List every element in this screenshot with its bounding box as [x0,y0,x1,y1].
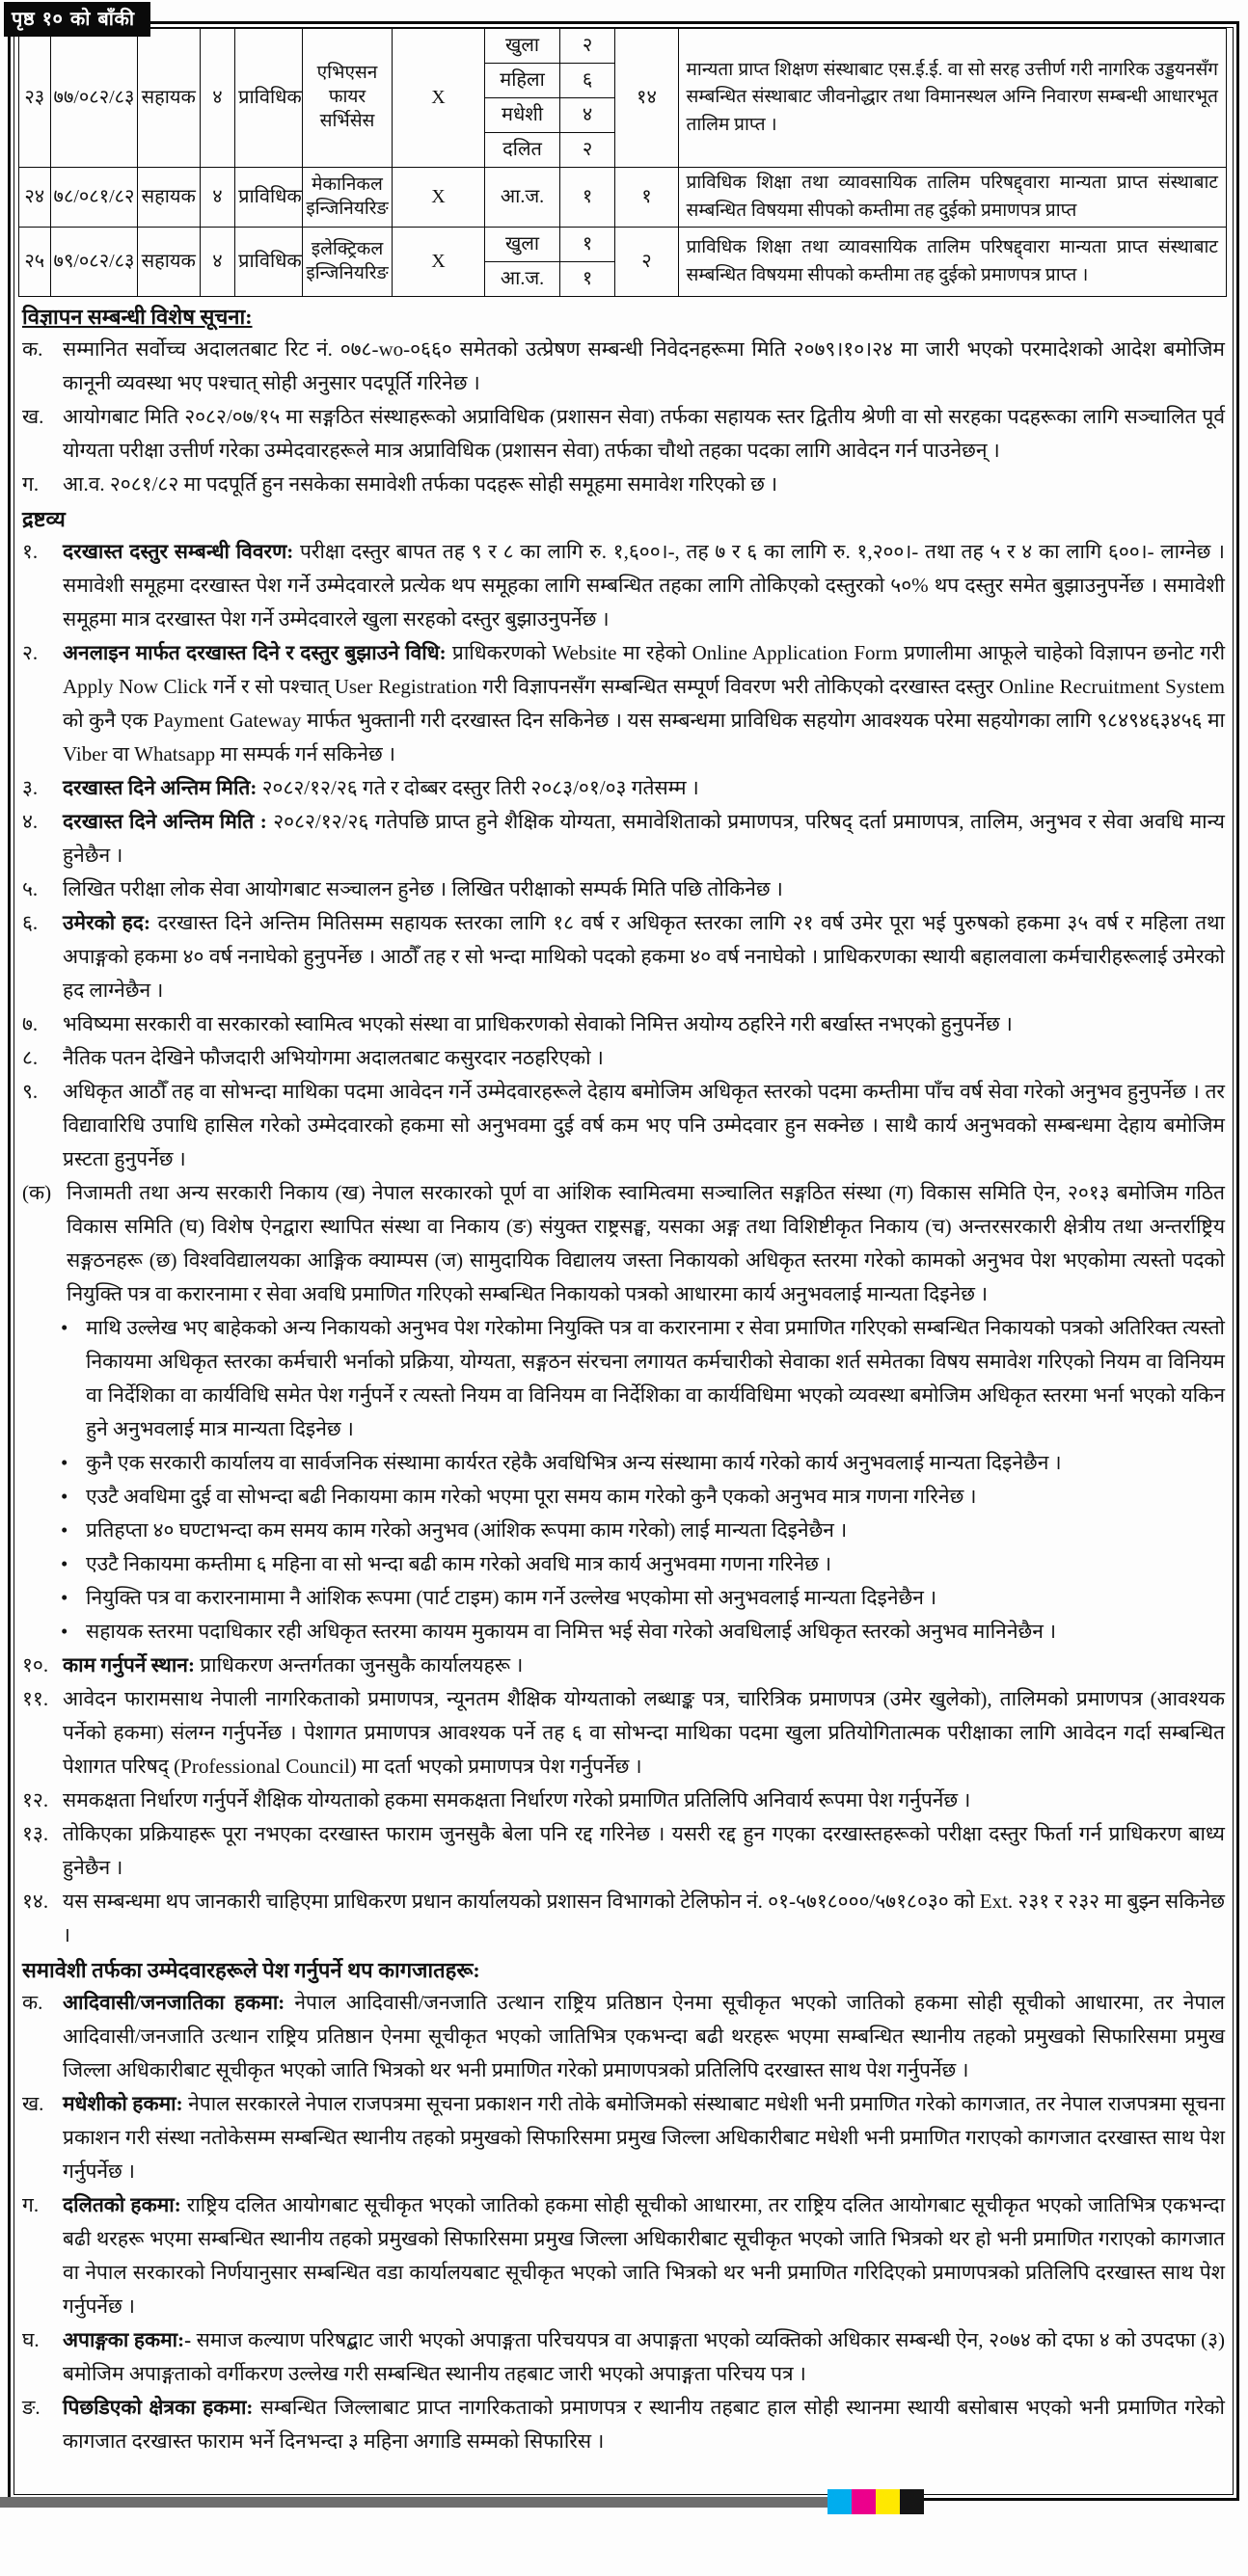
special-notice-heading: विज्ञापन सम्बन्धी विशेष सूचना: [22,305,253,329]
serial-number: २५ [19,228,51,297]
item-label: १२. [22,1788,49,1811]
item-label: ख. [22,2092,44,2115]
inclusive-doc-item [22,2087,1225,2188]
qualification-remarks: प्राविधिक शिक्षा तथा व्यावसायिक तालिम परिषद्द्वारा मान्यता प्राप्त संस्थाबाट सम्बन्धित विषयमा सीपको कम्तीमा तह दुईको प्रमाणपत्र प्राप्त । [678,228,1227,297]
note-item [22,1784,1225,1817]
qualification-remarks: मान्यता प्राप्त शिक्षण संस्थाबाट एस.ई.ई. वा सो सरह उत्तीर्ण गरी नागरिक उड्डयनसँग सम्बन्धित संस्थाबाट जीवनोद्धार तथा विमानस्थल अग्नि निवारण सम्बन्धी आधारभूत तालिम प्राप्त । [678,29,1227,168]
post-name: सहायक [137,168,200,228]
item-text: अपाङ्गका हकमा:- समाज कल्याण परिषद्बाट जारी भएको अपाङ्गता परिचयपत्र वा अपाङ्गता भएको व्यक्तिको अधिकार सम्बन्धी ऐन, २०७४ को दफा ४ को उपदफा (३) बमोजिम अपाङ्गताको वर्गीकरण उल्लेख गरी सम्बन्धित स्थानीय तहबाट जारी भएको अपाङ्गता परिचय पत्र । [63,2328,1225,2385]
inclusive-doc-item [22,2188,1225,2323]
item-text: दलितको हकमा: राष्ट्रिय दलित आयोगबाट सूचीकृत भएको जातिको हकमा सोही सूचीको आधारमा, तर राष्ट्रिय दलित आयोगबाट सूचीकृत भएको जातिभित्र एकभन्दा बढी थरहरू भएमा सम्बन्धित स्थानीय तहको प्रमुखको सिफारिसमा प्रमुख जिल्ला अधिकारीबाट सूचीकृत भएको जाति भित्रको थर हो भनी प्रमाणित गराएको कागजात वा नेपाल सरकारको निर्णयानुसार सम्बन्धित वडा कार्यालयबाट सूचीकृत भएको जाति भित्रको थर भनी प्रमाणित गरिदिएको प्रमाणपत्रको प्रतिलिपि दरखास्त साथ पेश गर्नुपर्नेछ । [63,2193,1226,2318]
category-count: ४ [559,98,615,133]
total-posts: २ [615,228,678,297]
note-item [22,872,1225,906]
category-label: खुला [485,228,560,262]
item-label: १. [22,540,39,563]
inclusive-docs-list [22,1986,1225,2458]
item-text: पिछडिएको क्षेत्रका हकमा: सम्बन्धित जिल्लाबाट प्राप्त नागरिकताको प्रमाणपत्र र स्थानीय तहबाट हाल सोही स्थानमा स्थायी बसोबास भएको भनी प्रमाणित गरेको कागजात दरखास्त फाराम भर्ने दिनभन्दा ३ महिना अगाडि सम्मको सिफारिस । [63,2396,1225,2453]
service: प्राविधिक [235,228,303,297]
item-text: दरखास्त दस्तुर सम्बन्धी विवरण: परीक्षा दस्तुर बापत तह ९ र ८ का लागि रु. १,६००।-, तह ७ र ६ का लागि रु. १,२००।- तथा तह ५ र ४ का लागि ६००।- लाग्नेछ । समावेशी समूहमा दरखास्त पेश गर्ने उम्मेदवारले प्रत्येक थप समूहका लागि सम्बन्धित तहका लागि तोकिएको दस्तुरको ५०% थप दस्तुर समेत बुझाउनुपर्नेछ । समावेशी समूहमा मात्र दरखास्त पेश गर्ने उम्मेदवारले खुला सरहको दस्तुर बुझाउनुपर्नेछ । [63,540,1225,631]
note-item [22,1041,1225,1075]
special-notice-item [22,333,1225,400]
group-subgroup: एभिएसन फायर सर्भिसेस [303,29,393,168]
item-label: ४. [22,810,39,833]
note-item [22,805,1225,872]
item-text: उमेरको हद: दरखास्त दिने अन्तिम मितिसम्म सहायक स्तरका लागि १८ वर्ष र अधिकृत स्तरका लागि २१ वर्ष उमेर पूरा भई पुरुषको हकमा ३५ वर्ष र महिला तथा अपाङ्गको हकमा ४० वर्ष ननाघेको हुनुपर्नेछ । आठौँ तह र सो भन्दा माथिको पदको हकमा ४० वर्ष ननाघेको । प्राधिकरणका स्थायी बहालवाला कर्मचारीहरूलाई उमेरको हद लाग्नेछैन । [63,911,1225,1002]
inclusive-doc-item [22,1986,1225,2087]
vacancy-table-row [19,29,1227,64]
item-label: क. [22,337,43,361]
note-item-bullet [22,1615,1225,1649]
yellow-print-swatch [876,2489,900,2514]
item-label: • [61,1552,68,1575]
item-text: अधिकृत आठौँ तह वा सोभन्दा माथिका पदमा आवेदन गर्ने उम्मेदवारहरूले देहाय बमोजिम अधिकृत स्तरको पदमा कम्तीमा पाँच वर्ष सेवा गरेको अनुभव हुनुपर्नेछ । तर विद्यावारिधि उपाधि हासिल गरेको उम्मेदवारको हकमा सो अनुभवमा दुई वर्ष कम भए पनि उम्मेदवार हुन सक्नेछ । साथै कार्य अनुभवको सम्बन्धमा देहाय बमोजिम प्रस्टता हुनुपर्नेछ । [63,1080,1225,1170]
category-label: खुला [485,29,560,64]
note-item [22,906,1225,1007]
note-item [22,1682,1225,1784]
item-label: • [61,1451,68,1474]
special-notice-item [22,400,1225,468]
item-text: एउटै अवधिमा दुई वा सोभन्दा बढी निकायमा काम गरेको भएमा पूरा समय काम गरेको कुनै एकको अनुभव मात्र गणना गरिनेछ । [86,1485,977,1508]
serial-number: २४ [19,168,51,228]
category-label: आ.ज. [485,262,560,297]
item-label: ११. [22,1687,49,1710]
note-item [22,1649,1225,1682]
item-text: आयोगबाट मिति २०८२/०७/१५ मा सङ्गठित संस्थाहरूको अप्राविधिक (प्रशासन सेवा) तर्फका सहायक स्तर द्वितीय श्रेणी वा सो सरहका पदहरूका लागि सञ्चालित पूर्व योग्यता परीक्षा उत्तीर्ण गरेका उम्मेदवारहरूले मात्र अप्राविधिक (प्रशासन सेवा) तर्फका चौथो तहका पदका लागि आवेदन गर्न पाउनेछन् । [63,405,1225,462]
note-item [22,1075,1225,1176]
note-item-bullet [22,1581,1225,1615]
service: प्राविधिक [235,168,303,228]
item-text: नियुक्ति पत्र वा करारनामामा नै आंशिक रूपमा (पार्ट टाइम) काम गर्ने उल्लेख भएकोमा सो अनुभवलाई मान्यता दिइनेछैन । [86,1586,937,1609]
category-count: १ [559,262,615,297]
inclusive-docs-heading: समावेशी तर्फका उम्मेदवारहरूले पेश गर्नुपर्ने थप कागजातहरू: [22,1958,480,1982]
category-count: १ [559,168,615,228]
category-label: महिला [485,64,560,98]
category-count: २ [559,29,615,64]
level: ४ [200,228,234,297]
page-continuation-tag: पृष्ठ १० को बाँकी [4,2,150,37]
magenta-print-swatch [852,2489,876,2514]
item-text: एउटै निकायमा कम्तीमा ६ महिना वा सो भन्दा बढी काम गरेको अवधि मात्र कार्य अनुभवमा गणना गरिनेछ । [86,1552,832,1575]
item-label: ङ. [22,2396,41,2419]
item-text: प्रतिहप्ता ४० घण्टाभन्दा कम समय काम गरेको अनुभव (आंशिक रूपमा काम गरेको) लाई मान्यता दिइनेछैन । [86,1518,848,1542]
print-registration-bar [0,2497,924,2508]
notes-heading: द्रष्टव्य [22,507,66,531]
item-text: कुनै एक सरकारी कार्यालय वा सार्वजनिक संस्थामा कार्यरत रहेकै अवधिभित्र अन्य संस्थामा कार्य गरेको कार्य अनुभवलाई मान्यता दिइनेछैन । [86,1451,1062,1474]
cyan-print-swatch [827,2489,852,2514]
item-text: आदिवासी/जनजातिका हकमा: नेपाल आदिवासी/जनजाति उत्थान राष्ट्रिय प्रतिष्ठान ऐनमा सूचीकृत भएको जातिको हकमा सोही सूचीको आधारमा, तर नेपाल आदिवासी/जनजाति उत्थान राष्ट्रिय प्रतिष्ठान ऐनमा सूचीकृत भएको जातिभित्र एकभन्दा बढी थरहरू भएमा सम्बन्धित स्थानीय तहको प्रमुखको सिफारिसमा प्रमुख जिल्ला अधिकारीबाट सूचीकृत भएको जाति भित्रको थर भनी प्रमाणित गरेको प्रमाणपत्रको प्रतिलिपि दरखास्त साथ पेश गर्नुपर्नेछ । [63,1991,1226,2081]
total-posts: १ [615,168,678,228]
note-item-subclause [22,1176,1225,1311]
post-name: सहायक [137,29,200,168]
item-text: माथि उल्लेख भए बाहेकको अन्य निकायको अनुभव पेश गरेकोमा नियुक्ति पत्र वा करारनामा र सेवा प्रमाणित गरिएको सम्बन्धित निकायको पत्रको अतिरिक्त त्यस्तो निकायमा अधिकृत स्तरका कर्मचारी भर्नाको प्रक्रिया, योग्यता, सङ्गठन संरचना लगायत कर्मचारीको सेवाका शर्त समेतका विषय समावेश गरिएको नियम वा विनियम वा निर्देशिका वा कार्यविधि समेत पेश गर्नुपर्ने र त्यस्तो नियम वा विनियम वा निर्देशिका वा कार्यविधिमा भएको व्यवस्था बमोजिम अधिकृत स्तरमा भर्ना भएको यकिन हुने अनुभवलाई मात्र मान्यता दिइनेछ । [86,1316,1225,1440]
item-text: तोकिएका प्रक्रियाहरू पूरा नभएका दरखास्त फाराम जुनसुकै बेला पनि रद्द गरिनेछ । यसरी रद्द हुन गएका दरखास्तहरूको परीक्षा दस्तुर फिर्ता गर्न प्राधिकरण बाध्य हुनेछैन । [63,1822,1225,1879]
advertisement-number: ७९/०८२/८३ [50,228,137,297]
item-text: आवेदन फारामसाथ नेपाली नागरिकताको प्रमाणपत्र, न्यूनतम शैक्षिक योग्यताको लब्धाङ्क पत्र, चारित्रिक प्रमाणपत्र (उमेर खुलेको), तालिमको प्रमाणपत्र (आवश्यक पर्नेको हकमा) संलग्न गर्नुपर्नेछ । पेशागत प्रमाणपत्र आवश्यक पर्ने तह ६ वा सोभन्दा माथिका पदमा खुला प्रतियोगितात्मक परीक्षाका लागि आवेदन गर्दा सम्बन्धित पेशागत परिषद् (Professional Council) मा दर्ता भएको प्रमाणपत्र पेश गर्नुपर्नेछ । [63,1687,1225,1778]
item-text: सम्मानित सर्वोच्च अदालतबाट रिट नं. ०७८-wo-०६६० समेतको उत्प्रेषण सम्बन्धी निवेदनहरूमा मिति २०७९।१०।२४ मा जारी भएको परमादेशको आदेश बमोजिम कानूनी व्यवस्था भए पश्चात् सोही अनुसार पदपूर्ति गरिनेछ । [63,337,1225,394]
exam-mark: X [392,228,484,297]
item-text: लिखित परीक्षा लोक सेवा आयोगबाट सञ्चालन हुनेछ । लिखित परीक्षाको सम्पर्क मिति पछि तोकिनेछ । [63,877,783,900]
item-label: २. [22,641,39,664]
vacancy-table-body [19,29,1227,297]
level: ४ [200,168,234,228]
item-label: क. [22,1991,43,2014]
item-label: १०. [22,1653,49,1677]
item-label: ५. [22,877,39,900]
vacancy-table-row [19,228,1227,262]
note-item [22,535,1225,636]
item-label: • [61,1485,68,1508]
item-text: सहायक स्तरमा पदाधिकार रही अधिकृत स्तरमा कायम मुकायम वा निमित्त भई सेवा गरेको अवधिलाई अधिकृत स्तरको अनुभव मानिनेछैन । [86,1620,1057,1643]
notice-sections [18,297,1227,2458]
item-text: अनलाइन मार्फत दरखास्त दिने र दस्तुर बुझाउने विधि: प्राधिकरणको Website मा रहेको Online Application Form प्रणालीमा आफूले चाहेको विज्ञापन छनोट गरी Apply Now Click गर्ने र सो पश्चात् User Registration गरी विज्ञापनसँग सम्बन्धित सम्पूर्ण विवरण भरी तोकिएको दरखास्त दस्तुर Online Recruitment System को कुनै एक Payment Gateway मार्फत भुक्तानी गरी दरखास्त दिन सकिनेछ । यस सम्बन्धमा प्राविधिक सहयोग आवश्यक परेमा सहयोगका लागि ९८४९४६३४५६ मा Viber वा Whatsapp मा सम्पर्क गर्न सकिनेछ । [63,641,1226,765]
notice-content [14,27,1234,2495]
item-text: दरखास्त दिने अन्तिम मिति: २०८२/१२/२६ गते र दोब्बर दस्तुर तिरी २०८३/०१/०३ गतेसम्म । [63,776,699,799]
note-item [22,1885,1225,1952]
item-text: नैतिक पतन देखिने फौजदारी अभियोगमा अदालतबाट कसुरदार नठहरिएको । [63,1046,604,1069]
item-label: ७. [22,1012,39,1035]
special-notice-item [22,468,1225,501]
exam-mark: X [392,29,484,168]
note-item-bullet [22,1547,1225,1581]
print-registration-bar-line [0,2497,924,2508]
item-text: दरखास्त दिने अन्तिम मिति : २०८२/१२/२६ गतेपछि प्राप्त हुने शैक्षिक योग्यता, समावेशिताको प्रमाणपत्र, परिषद् दर्ता प्रमाणपत्र, तालिम, अनुभव र सेवा अवधि मान्य हुनेछैन । [63,810,1225,867]
item-label: ९. [22,1080,39,1103]
notes-list [22,535,1225,1952]
inclusive-doc-item [22,2391,1225,2458]
item-label: • [61,1316,68,1339]
item-text: मधेशीको हकमा: नेपाल सरकारले नेपाल राजपत्रमा सूचना प्रकाशन गरी तोके बमोजिमको संस्थाबाट मधेशी भनी प्रमाणित गरेको कागजात, तर नेपाल राजपत्रमा सूचना प्रकाशन गरी संस्था नतोकेसम्म सम्बन्धित स्थानीय तहको प्रमुखको सिफारिसमा प्रमुख जिल्ला अधिकारीबाट मधेशी भनी प्रमाणित गराएको कागजात दरखास्त साथ पेश गर्नुपर्नेछ । [63,2092,1226,2183]
exam-mark: X [392,168,484,228]
note-item-bullet [22,1480,1225,1514]
note-item [22,636,1225,771]
item-label: ३. [22,776,39,799]
item-text: समकक्षता निर्धारण गर्नुपर्ने शैक्षिक योग्यताको हकमा समकक्षता निर्धारण गरेको प्रमाणित प्रतिलिपि अनिवार्य रूपमा पेश गर्नुपर्नेछ । [63,1788,971,1811]
note-item [22,1817,1225,1885]
serial-number: २३ [19,29,51,168]
group-subgroup: मेकानिकल इन्जिनियरिङ [303,168,393,228]
service: प्राविधिक [235,29,303,168]
post-name: सहायक [137,228,200,297]
item-label: • [61,1518,68,1542]
notice-border-frame [8,21,1239,2501]
inclusive-doc-item [22,2323,1225,2391]
note-item-bullet [22,1311,1225,1446]
group-subgroup: इलेक्ट्रिकल इन्जिनियरिङ [303,228,393,297]
category-label: मधेशी [485,98,560,133]
note-item-bullet [22,1514,1225,1547]
advertisement-number: ७८/०८१/८२ [50,168,137,228]
item-label: ख. [22,405,44,428]
item-text: निजामती तथा अन्य सरकारी निकाय (ख) नेपाल सरकारको पूर्ण वा आंशिक स्वामित्वमा सञ्चालित सङ्गठित संस्था (ग) विकास समिति ऐन, २०१३ बमोजिम गठित विकास समिति (घ) विशेष ऐनद्वारा स्थापित संस्था वा निकाय (ङ) संयुक्त राष्ट्रसङ्घ, यसका अङ्ग तथा विशिष्टीकृत निकाय (च) अन्तरसरकारी क्षेत्रीय तथा अन्तर्राष्ट्रिय सङ्गठनहरू (छ) विश्वविद्यालयका आङ्गिक क्याम्पस (ज) सामुदायिक विद्यालय जस्ता निकायको अधिकृत स्तरमा गरेको कामको अनुभव पेश भएकोमा त्यस्तो पदको नियुक्ति पत्र वा करारनामा र सेवा अवधि प्रमाणित गरिएको सम्बन्धित निकायको पत्रको आधारमा कार्य अनुभवलाई मान्यता दिइनेछ । [67,1181,1226,1305]
special-notice-list [22,333,1225,501]
item-label: घ. [22,2328,40,2351]
item-text: यस सम्बन्धमा थप जानकारी चाहिएमा प्राधिकरण प्रधान कार्यालयको प्रशासन विभागको टेलिफोन नं. ०१-५७१८०००/५७१८०३० को Ext. २३१ र २३२ मा बुझ्न सकिनेछ । [63,1890,1226,1946]
note-item [22,1007,1225,1041]
item-text: भविष्यमा सरकारी वा सरकारको स्वामित्व भएको संस्था वा प्राधिकरणको सेवाको निमित्त अयोग्य ठहरिने गरी बर्खास्त नभएको हुनुपर्नेछ । [63,1012,1013,1035]
note-item-bullet [22,1446,1225,1480]
vacancy-table [18,28,1227,297]
item-label: ग. [22,2193,40,2216]
item-label: (क) [22,1181,52,1204]
item-label: • [61,1586,68,1609]
total-posts: १४ [615,29,678,168]
category-count: १ [559,228,615,262]
category-count: ६ [559,64,615,98]
black-print-swatch [900,2489,924,2514]
item-label: ६. [22,911,39,934]
category-label: दलित [485,133,560,168]
category-label: आ.ज. [485,168,560,228]
advertisement-number: ७७/०८२/८३ [50,29,137,168]
item-label: ग. [22,472,40,496]
item-label: १३. [22,1822,49,1845]
level: ४ [200,29,234,168]
item-label: ८. [22,1046,39,1069]
category-count: २ [559,133,615,168]
note-item [22,771,1225,805]
qualification-remarks: प्राविधिक शिक्षा तथा व्यावसायिक तालिम परिषद्द्वारा मान्यता प्राप्त संस्थाबाट सम्बन्धित विषयमा सीपको कम्तीमा तह दुईको प्रमाणपत्र प्राप्त [678,168,1227,228]
item-label: • [61,1620,68,1643]
vacancy-table-row [19,168,1227,228]
item-text: आ.व. २०८१/८२ मा पदपूर्ति हुन नसकेका समावेशी तर्फका पदहरू सोही समूहमा समावेश गरिएको छ । [63,472,778,496]
item-text: काम गर्नुपर्ने स्थान: प्राधिकरण अन्तर्गतका जुनसुकै कार्यालयहरू । [63,1653,524,1677]
item-label: १४. [22,1890,49,1913]
